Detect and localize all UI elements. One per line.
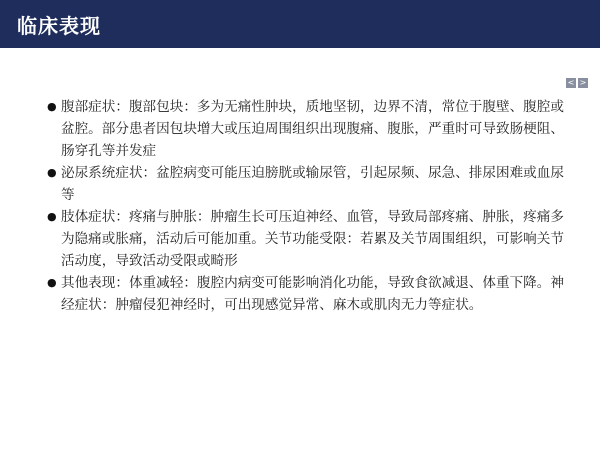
item-text: 其他表现：体重减轻：腹腔内病变可能影响消化功能，导致食欲减退、体重下降。神经症状：肿瘤侵犯神经时，可出现感觉异常、麻木或肌肉无力等症状。	[61, 275, 564, 313]
slide-nav	[566, 78, 588, 88]
item-text: 肢体症状：疼痛与肿胀：肿瘤生长可压迫神经、血管，导致局部疼痛、肿胀，疼痛多为隐痛或胀痛，活动后可能加重。关节功能受限：若累及关节周围组织，可影响关节活动度，导致活动受限或畸形	[61, 209, 564, 269]
list-item-abdominal	[47, 96, 574, 162]
bullet-icon: ●	[47, 210, 57, 223]
item-text: 腹部症状：腹部包块：多为无痛性肿块，质地坚韧，边界不清，常位于腹壁、腹腔或盆腔。部分患者因包块增大或压迫周围组织出现腹痛、腹胀，严重时可导致肠梗阻、肠穿孔等并发症	[61, 99, 564, 159]
list-item-other	[47, 272, 574, 316]
prev-arrow-icon[interactable]: <	[567, 78, 575, 87]
content-list	[47, 96, 574, 316]
item-text: 泌尿系统症状：盆腔病变可能压迫膀胱或输尿管，引起尿频、尿急、排尿困难或血尿等	[61, 165, 564, 203]
bullet-icon: ●	[47, 276, 57, 289]
page-title: 临床表现	[17, 14, 101, 38]
list-item-limb	[47, 206, 574, 272]
next-arrow-icon[interactable]: >	[579, 78, 587, 87]
bullet-icon: ●	[47, 166, 57, 179]
header-bar	[0, 0, 600, 48]
list-item-urinary	[47, 162, 574, 206]
bullet-icon: ●	[47, 100, 57, 113]
